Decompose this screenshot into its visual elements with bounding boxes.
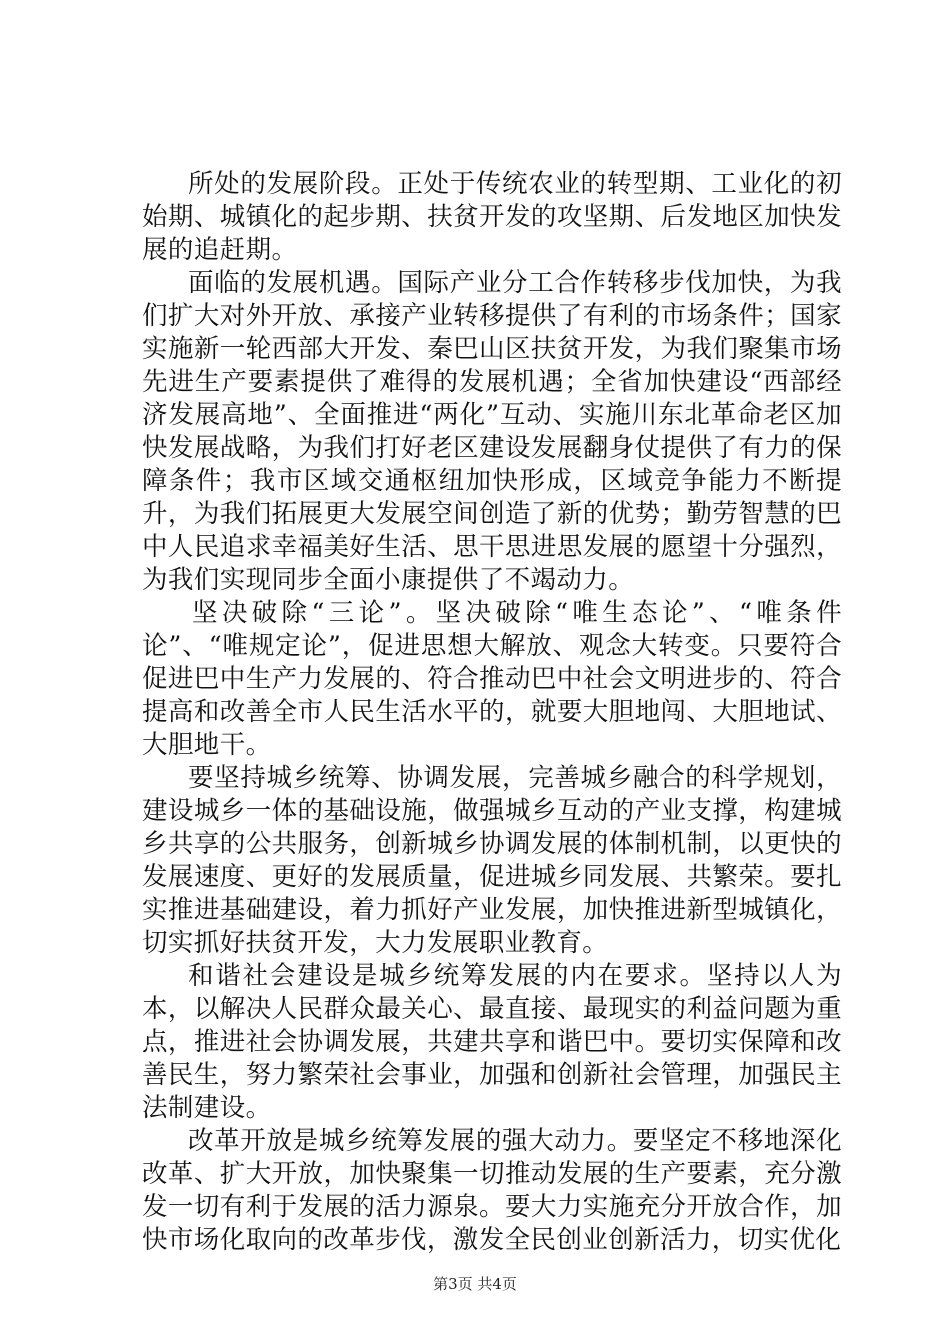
page-number-footer: 第3页 共4页 xyxy=(433,1275,517,1293)
paragraph-development-opportunities: 面临的发展机遇。国际产业分工合作转移步伐加快，为我们扩大对外开放、承接产业转移提供了有利的市场条件；国家实施新一轮西部大开发、秦巴山区扶贫开发，为我们聚集市场先进生产要素提供了难得的发展机遇；全省加快建设“西部经济发展高地”、全面推进“两化”互动、实施川东北革命老区加快发展战略，为我们打好老区建设发展翻身仗提供了有力的保障条件；我市区域交通枢纽加快形成，区域竞争能力不断提升，为我们拓展更大发展空间创造了新的优势；勤劳智慧的巴中人民追求幸福美好生活、思干思进思发展的愿望十分强烈，为我们实现同步全面小康提供了不竭动力。 xyxy=(142,268,842,595)
paragraph-development-stage: 所处的发展阶段。正处于传统农业的转型期、工业化的初始期、城镇化的起步期、扶贫开发的攻坚期、后发地区加快发展的追赶期。 xyxy=(142,169,842,265)
paragraph-urban-rural-coordination: 要坚持城乡统筹、协调发展，完善城乡融合的科学规划，建设城乡一体的基础设施，做强城乡互动的产业支撑，构建城乡共享的公共服务，创新城乡协调发展的体制机制，以更快的发展速度、更好的发展质量，促进城乡同发展、共繁荣。要扎实推进基础建设，着力抓好产业发展，加快推进新型城镇化，切实抓好扶贫开发，大力发展职业教育。 xyxy=(142,763,842,958)
paragraph-harmonious-society: 和谐社会建设是城乡统筹发展的内在要求。坚持以人为本，以解决人民群众最关心、最直接、最现实的利益问题为重点，推进社会协调发展，共建共享和谐巴中。要切实保障和改善民生，努力繁荣社会事业，加强和创新社会管理，加强民主法制建设。 xyxy=(142,961,842,1123)
paragraph-break-three-theories: 坚决破除“三论”。坚决破除“唯生态论”、“唯条件论”、“唯规定论”，促进思想大解放、观念大转变。只要符合促进巴中生产力发展的、符合推动巴中社会文明进步的、符合提高和改善全市人民生活水平的，就要大胆地闯、大胆地试、大胆地干。 xyxy=(142,598,842,760)
paragraph-reform-opening: 改革开放是城乡统筹发展的强大动力。要坚定不移地深化改革、扩大开放，加快聚集一切推动发展的生产要素，充分激发一切有利于发展的活力源泉。要大力实施充分开放合作，加快市场化取向的改革步伐，激发全民创业创新活力，切实优化 xyxy=(142,1126,842,1255)
document-body xyxy=(142,168,842,1257)
